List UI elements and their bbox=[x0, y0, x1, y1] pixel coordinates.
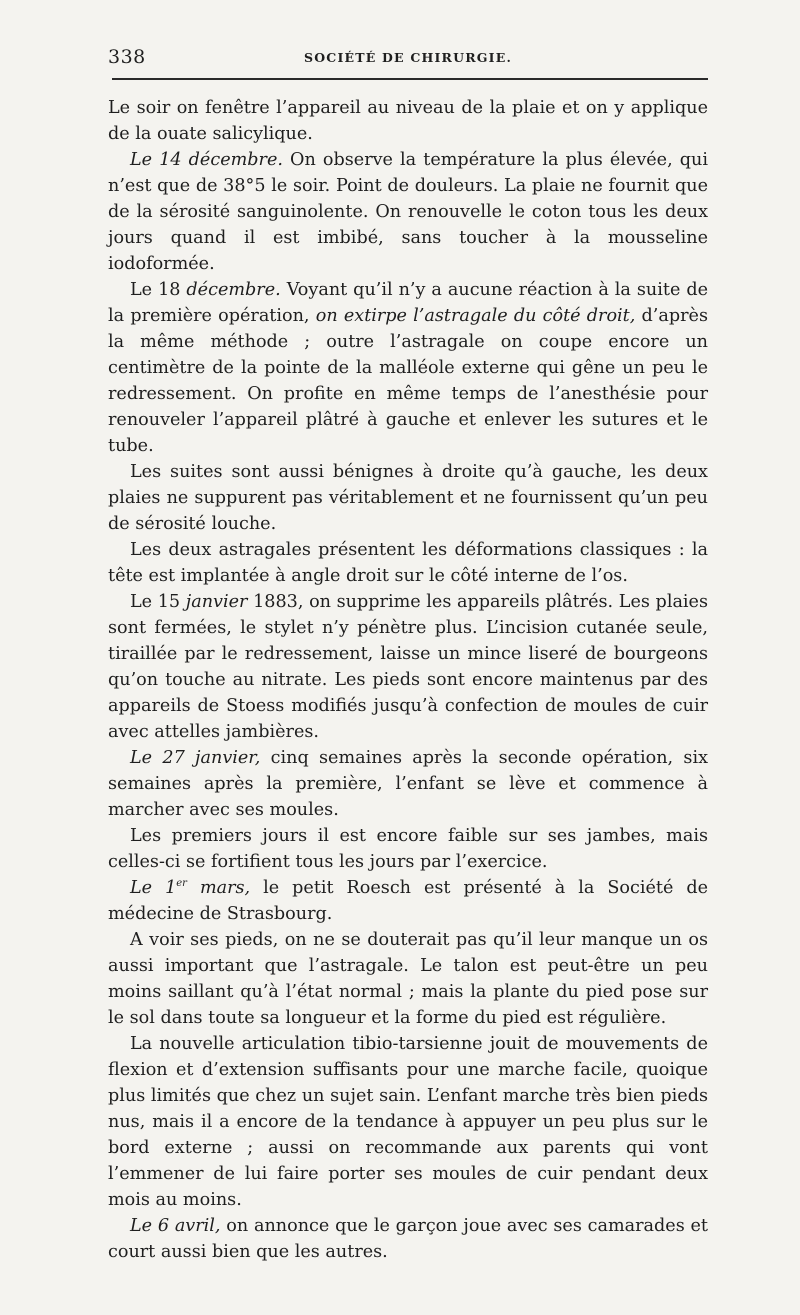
paragraph bbox=[108, 589, 708, 745]
date-lead bbox=[130, 878, 250, 898]
paragraph bbox=[108, 875, 708, 927]
paragraph-text: Les suites sont aussi bénignes à droite qu’à gauche, les deux plaies ne suppurent pas véritablement et ne fournissent qu’un peu de sérosité louche. bbox=[108, 462, 708, 534]
paragraph bbox=[108, 537, 708, 589]
page-header bbox=[108, 46, 708, 72]
page-number: 338 bbox=[108, 46, 146, 68]
paragraph-text: Les deux astragales présentent les déformations classiques : la tête est implantée à angle droit sur le côté interne de l’os. bbox=[108, 540, 708, 586]
paragraph-text: Le soir on fenêtre l’appareil au niveau de la plaie et on y applique de la ouate salicylique. bbox=[108, 98, 708, 144]
date-lead: Le 14 décembre. bbox=[130, 150, 283, 170]
paragraph bbox=[108, 459, 708, 537]
date-lead: Le 6 avril, bbox=[130, 1216, 221, 1236]
date-lead-part: mars, bbox=[186, 878, 251, 898]
date-lead-plain: Le 15 bbox=[130, 592, 186, 612]
ordinal-sup: er bbox=[176, 878, 187, 890]
date-lead: décembre. bbox=[186, 280, 281, 300]
paragraph-text: La nouvelle articulation tibio-tarsienne jouit de mouvements de flexion et d’extension suffisants pour une marche facile, quoique plus limités que chez un sujet sain. L’enfant marche très bien pieds nus, mais il a encore de la tendance à appuyer un peu plus sur le bord externe ; aussi on recommande aux parents qui vont l’emmener de lui faire porter ses moules de cuir pendant deux mois au moins. bbox=[108, 1034, 708, 1210]
paragraph bbox=[108, 927, 708, 1031]
date-lead: janvier bbox=[185, 592, 248, 612]
paragraph-text: on annonce que le garçon joue avec ses camarades et court aussi bien que les autres. bbox=[108, 1216, 708, 1262]
paragraph-text: Les premiers jours il est encore faible sur ses jambes, mais celles-ci se fortifient tous les jours par l’exercice. bbox=[108, 826, 708, 872]
paragraph-text: d’après la même méthode ; outre l’astragale on coupe encore un centimètre de la pointe de la malléole externe qui gêne un peu le redressement. On profite en même temps de l’anesthésie pour renouveler l’appareil plâtré à gauche et enlever les sutures et le tube. bbox=[108, 306, 708, 456]
paragraph bbox=[108, 277, 708, 459]
paragraph-text: cinq semaines après la seconde opération, six semaines après la première, l’enfant se lève et commence à marcher avec ses moules. bbox=[108, 748, 708, 820]
paragraph-text: le petit Roesch est présenté à la Société de médecine de Strasbourg. bbox=[108, 878, 708, 924]
paragraph bbox=[108, 95, 708, 147]
paragraph bbox=[108, 1031, 708, 1213]
paragraph-text: On observe la température la plus élevée, qui n’est que de 38°5 le soir. Point de douleurs. La plaie ne fournit que de la sérosité sanguinolente. On renouvelle le coton tous les deux jours quand il est imbibé, sans toucher à la mousseline iodoformée. bbox=[108, 150, 708, 274]
date-lead-part: Le 1 bbox=[130, 878, 177, 898]
paragraph-text: Voyant qu’il n’y a aucune réaction à la suite de la première opération, bbox=[108, 280, 708, 326]
paragraph bbox=[108, 147, 708, 277]
paragraph-text: 1883, on supprime les appareils plâtrés. Les plaies sont fermées, le stylet n’y pénètre plus. L’incision cutanée seule, tiraillée par le redressement, laisse un mince liseré de bourgeons qu’on touche au nitrate. Les pieds sont encore maintenus par des appareils de Stoess modifiés jusqu’à confection de moules de cuir avec attelles jambières. bbox=[108, 592, 708, 742]
paragraph bbox=[108, 823, 708, 875]
paragraph bbox=[108, 745, 708, 823]
paragraph bbox=[108, 1213, 708, 1265]
body-text bbox=[108, 95, 708, 1265]
emphasis: on extirpe l’astragale du côté droit, bbox=[315, 306, 636, 326]
running-head: SOCIÉTÉ DE CHIRURGIE. bbox=[303, 50, 513, 65]
paragraph-text: A voir ses pieds, on ne se douterait pas qu’il leur manque un os aussi important que l’astragale. Le talon est peut-être un peu moins saillant qu’à l’état normal ; mais la plante du pied pose sur le sol dans toute sa longueur et la forme du pied est régulière. bbox=[108, 930, 708, 1028]
date-lead-plain: Le 18 bbox=[130, 280, 187, 300]
date-lead: Le 27 janvier, bbox=[130, 748, 261, 768]
header-rule bbox=[112, 78, 708, 80]
